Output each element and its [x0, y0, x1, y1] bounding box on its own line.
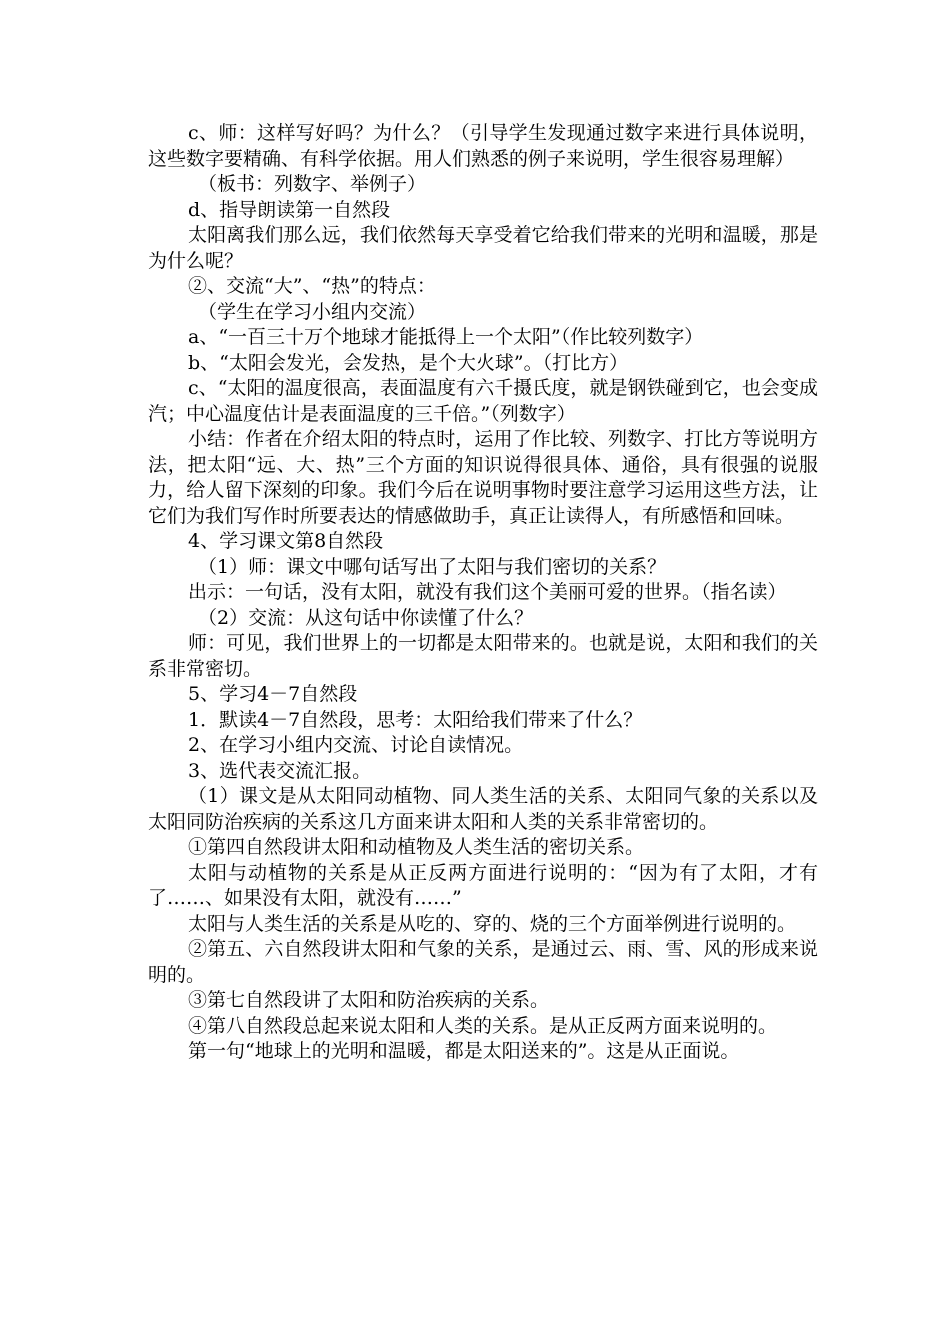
paragraph-14: （2）交流：从这句话中你读懂了什么？	[198, 606, 534, 629]
paragraph-19: 3、选代表交流汇报。	[188, 759, 372, 782]
paragraph-10: 小结：作者在介绍太阳的特点时，运用了作比较、列数字、打比方等说明方法，把太阳“远、大、热”三个方面的知识说得很具体、通俗，具有很强的说服力，给人留下深刻的印象。我们今后在说明事物时要注意学习运用这些方法，让它们为我们写作时所要表达的情感做助手，真正让读得人，有所感悟和回味。	[148, 428, 818, 527]
paragraph-16: 5、学习4－7自然段	[188, 683, 358, 705]
paragraph-25: ③第七自然段讲了太阳和防治疾病的关系。	[188, 989, 550, 1011]
paragraph-2: （板书：列数字、举例子）	[198, 173, 427, 195]
paragraph-17: 1．默读4－7自然段，思考：太阳给我们带来了什么？	[188, 708, 643, 731]
paragraph-21: ①第四自然段讲太阳和动植物及人类生活的密切关系。	[188, 836, 645, 858]
paragraph-26: ④第八自然段总起来说太阳和人类的关系。是从正反两方面来说明的。	[188, 1014, 778, 1037]
paragraph-3: d、指导朗读第一自然段	[188, 198, 391, 221]
paragraph-7: a、“一百三十万个地球才能抵得上一个太阳”（作比较列数字）	[188, 326, 704, 348]
document-body	[148, 121, 818, 1065]
paragraph-23: 太阳与人类生活的关系是从吃的、穿的、烧的三个方面举例进行说明的。	[188, 912, 797, 935]
paragraph-24: ②第五、六自然段讲太阳和气象的关系，是通过云、雨、雪、风的形成来说明的。	[148, 938, 818, 986]
paragraph-13: 出示：一句话，没有太阳，就没有我们这个美丽可爱的世界。（指名读）	[188, 581, 787, 603]
paragraph-1: c、师：这样写好吗？为什么？（引导学生发现通过数字来进行具体说明，这些数字要精确、有科学依据。用人们熟悉的例子来说明，学生很容易理解）	[148, 122, 818, 170]
paragraph-11: 4、学习课文第8自然段	[188, 530, 384, 552]
paragraph-22: 太阳与动植物的关系是从正反两方面进行说明的：“因为有了太阳，才有了……、如果没有太阳，就没有……”	[148, 861, 818, 909]
paragraph-8: b、“太阳会发光，会发热，是个大火球”。（打比方）	[188, 351, 629, 374]
paragraph-9: c、“太阳的温度很高，表面温度有六千摄氏度，就是钢铁碰到它，也会变成汽；中心温度估计是表面温度的三千倍。”（列数字）	[148, 377, 818, 425]
paragraph-6: （学生在学习小组内交流）	[198, 300, 427, 323]
paragraph-20: （1）课文是从太阳同动植物、同人类生活的关系、太阳同气象的关系以及太阳同防治疾病的关系这几方面来讲太阳和人类的关系非常密切的。	[148, 785, 818, 833]
paragraph-15: 师：可见，我们世界上的一切都是太阳带来的。也就是说，太阳和我们的关系非常密切。	[148, 632, 818, 680]
paragraph-27: 第一句“地球上的光明和温暖，都是太阳送来的”。这是从正面说。	[188, 1040, 740, 1062]
paragraph-12: （1）师：课文中哪句话写出了太阳与我们密切的关系？	[198, 555, 667, 578]
paragraph-18: 2、在学习小组内交流、讨论自读情况。	[188, 734, 524, 756]
paragraph-5: ②、交流“大”、“热”的特点：	[188, 275, 436, 297]
paragraph-4: 太阳离我们那么远，我们依然每天享受着它给我们带来的光明和温暖，那是为什么呢？	[148, 224, 818, 272]
